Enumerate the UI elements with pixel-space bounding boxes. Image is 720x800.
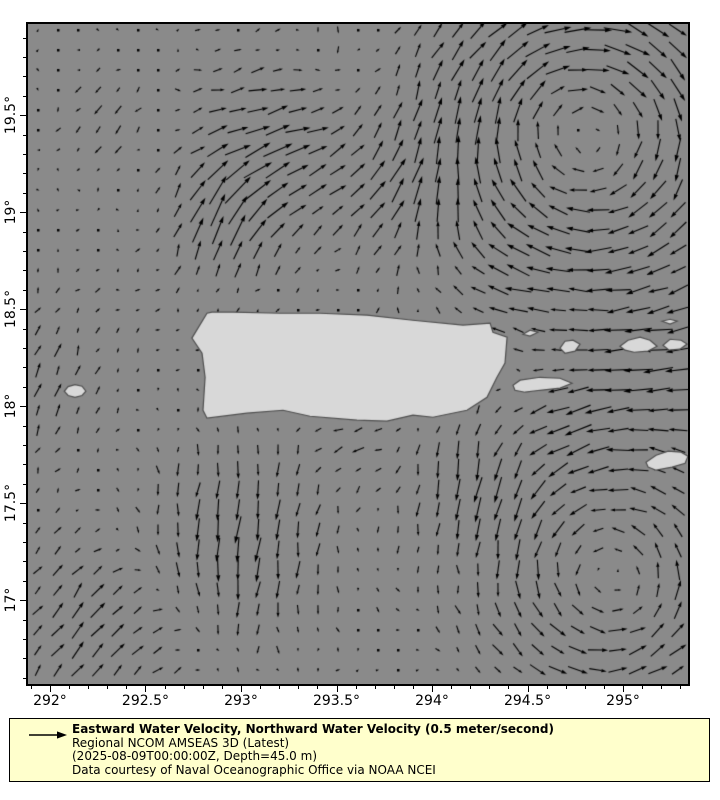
x-minor-tick: [107, 686, 108, 689]
x-minor-tick: [489, 686, 490, 689]
x-minor-tick: [317, 686, 318, 689]
x-minor-tick: [451, 686, 452, 689]
x-minor-tick: [604, 686, 605, 689]
y-tick-label: 17°: [3, 587, 19, 613]
x-minor-tick: [566, 686, 567, 689]
x-minor-tick: [375, 686, 376, 689]
x-minor-tick: [203, 686, 204, 689]
x-tick-label: 294°: [415, 693, 449, 709]
legend-dataset: Regional NCOM AMSEAS 3D (Latest): [72, 735, 290, 750]
x-minor-tick: [547, 686, 548, 689]
x-minor-tick: [298, 686, 299, 689]
x-minor-tick: [279, 686, 280, 689]
x-minor-tick: [126, 686, 127, 689]
x-minor-tick: [184, 686, 185, 689]
legend-credit: Data courtesy of Naval Oceanographic Office via NOAA NCEI: [72, 762, 436, 777]
x-major-tick: [241, 686, 242, 692]
quiver-map-canvas: [28, 24, 688, 684]
map-plot-area: [26, 22, 690, 686]
x-minor-tick: [661, 686, 662, 689]
x-major-tick: [337, 686, 338, 692]
x-tick-label: 295°: [606, 693, 640, 709]
x-minor-tick: [165, 686, 166, 689]
y-tick-label: 17.5°: [3, 484, 19, 523]
x-minor-tick: [470, 686, 471, 689]
x-minor-tick: [394, 686, 395, 689]
legend-title: Eastward Water Velocity, Northward Water Velocity (0.5 meter/second): [72, 722, 554, 736]
x-major-tick: [50, 686, 51, 692]
x-major-tick: [623, 686, 624, 692]
x-tick-label: 293.5°: [312, 693, 361, 709]
y-tick-label: 18°: [3, 393, 19, 419]
x-minor-tick: [222, 686, 223, 689]
legend-time-depth: (2025-08-09T00:00:00Z, Depth=45.0 m): [72, 749, 318, 763]
x-minor-tick: [413, 686, 414, 689]
legend-text: [72, 723, 554, 777]
y-tick-label: 18.5°: [3, 290, 19, 329]
x-minor-tick: [69, 686, 70, 689]
y-tick-label: 19.5°: [3, 96, 19, 135]
x-tick-label: 292°: [33, 693, 67, 709]
x-major-tick: [432, 686, 433, 692]
y-tick-label: 19°: [3, 199, 19, 225]
reference-arrow-icon: [27, 729, 69, 741]
x-tick-label: 294.5°: [503, 693, 552, 709]
x-minor-tick: [680, 686, 681, 689]
x-minor-tick: [585, 686, 586, 689]
x-minor-tick: [508, 686, 509, 689]
x-major-tick: [145, 686, 146, 692]
x-tick-label: 293°: [224, 693, 258, 709]
x-minor-tick: [356, 686, 357, 689]
x-major-tick: [528, 686, 529, 692]
x-tick-label: 292.5°: [121, 693, 170, 709]
legend-box: [9, 718, 710, 782]
x-minor-tick: [642, 686, 643, 689]
x-minor-tick: [260, 686, 261, 689]
x-minor-tick: [31, 686, 32, 689]
x-minor-tick: [88, 686, 89, 689]
